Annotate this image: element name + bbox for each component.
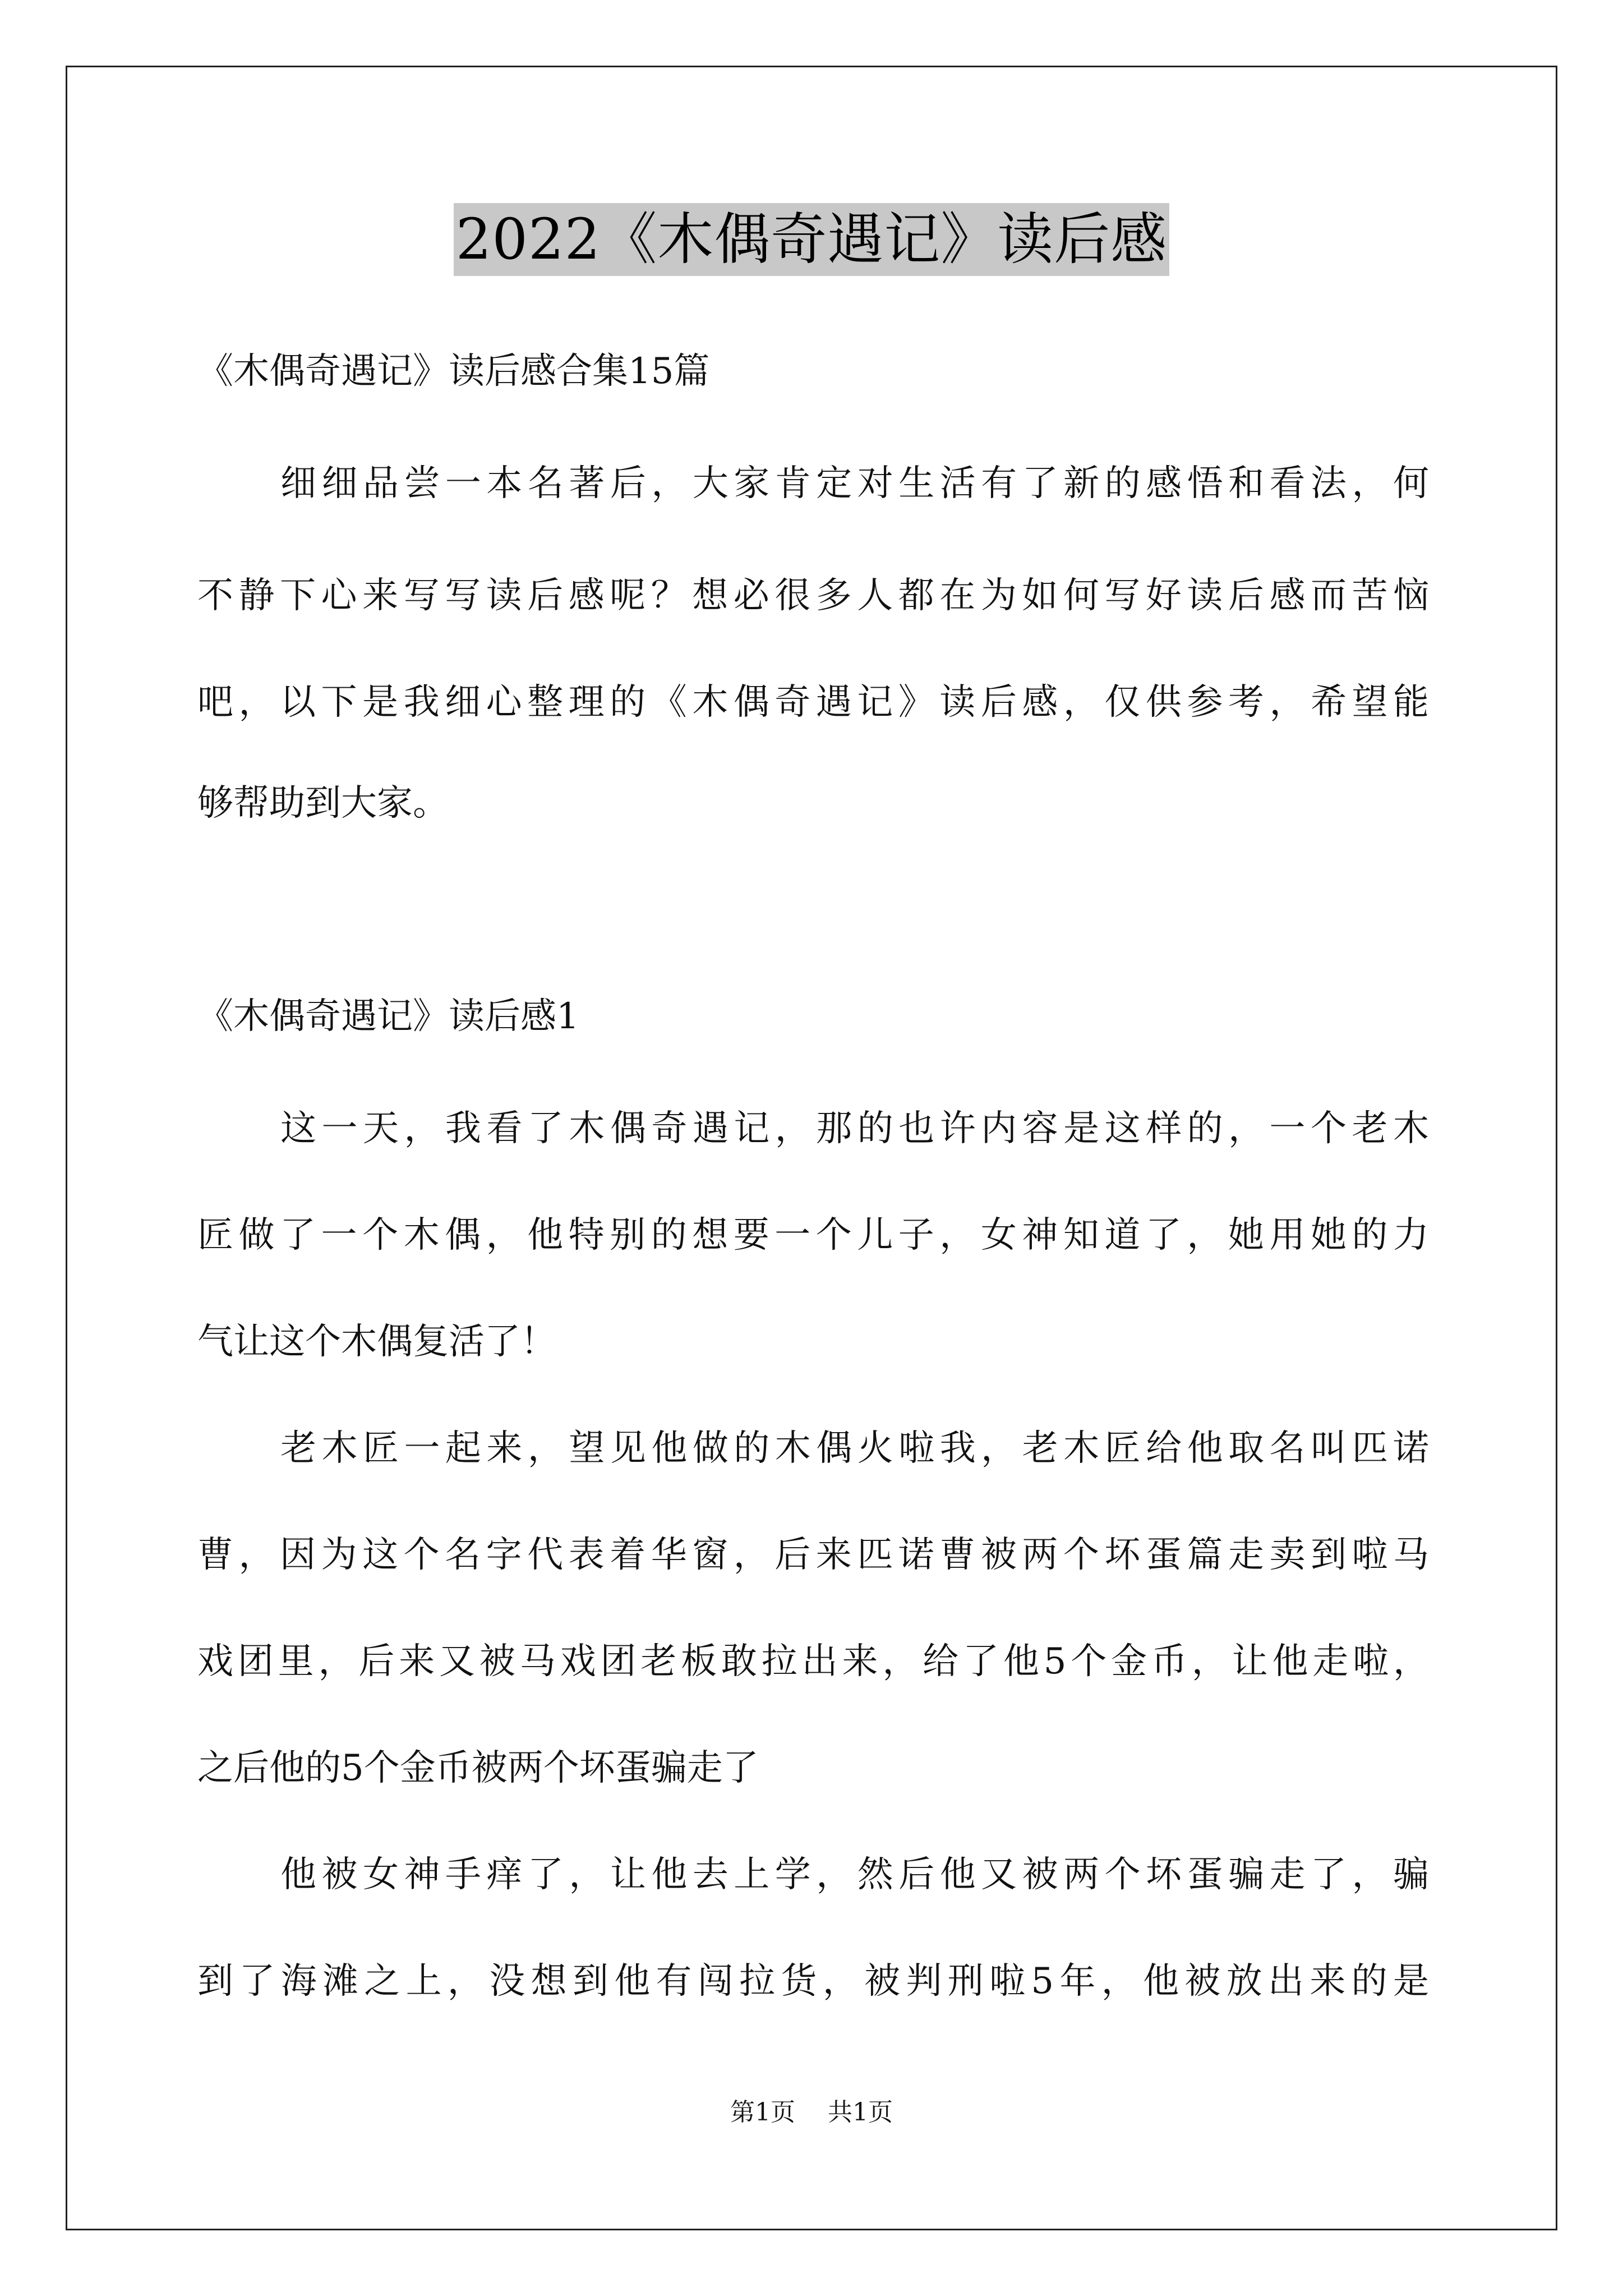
page-total: 共1页 bbox=[828, 2098, 893, 2127]
intro-line: 够帮助到大家。 bbox=[197, 783, 449, 824]
paragraph-line: 曹，因为这个名字代表着华窗，后来匹诺曹被两个坏蛋篇走卖到啦马 bbox=[197, 1534, 1429, 1576]
page-footer bbox=[0, 2097, 1623, 2128]
paragraph-line: 老木匠一起来，望见他做的木偶火啦我，老木匠给他取名叫匹诺 bbox=[280, 1428, 1429, 1469]
title-container bbox=[0, 203, 1623, 276]
intro-line: 吧，以下是我细心整理的《木偶奇遇记》读后感，仅供参考，希望能 bbox=[197, 682, 1429, 723]
paragraph-line: 之后他的5个金币被两个坏蛋骗走了 bbox=[197, 1747, 759, 1789]
section-heading: 《木偶奇遇记》读后感1 bbox=[197, 996, 579, 1037]
paragraph-line: 戏团里，后来又被马戏团老板敢拉出来，给了他5个金币，让他走啦， bbox=[197, 1641, 1429, 1682]
intro-line: 不静下心来写写读后感呢？想必很多人都在为如何写好读后感而苦恼 bbox=[197, 575, 1429, 616]
document-title: 2022《木偶奇遇记》读后感 bbox=[454, 203, 1170, 276]
document-subtitle: 《木偶奇遇记》读后感合集15篇 bbox=[197, 351, 710, 392]
intro-line: 细细品尝一本名著后，大家肯定对生活有了新的感悟和看法，何 bbox=[280, 463, 1429, 504]
paragraph-line: 气让这个木偶复活了！ bbox=[197, 1321, 556, 1363]
paragraph-line: 这一天，我看了木偶奇遇记，那的也许内容是这样的，一个老木 bbox=[280, 1108, 1429, 1149]
page-number: 第1页 bbox=[730, 2098, 795, 2127]
paragraph-line: 匠做了一个木偶，他特别的想要一个儿子，女神知道了，她用她的力 bbox=[197, 1214, 1429, 1256]
paragraph-line: 到了海滩之上，没想到他有闯拉货，被判刑啦5年，他被放出来的是 bbox=[197, 1961, 1429, 2002]
paragraph-line: 他被女神手痒了，让他去上学，然后他又被两个坏蛋骗走了，骗 bbox=[280, 1854, 1429, 1895]
